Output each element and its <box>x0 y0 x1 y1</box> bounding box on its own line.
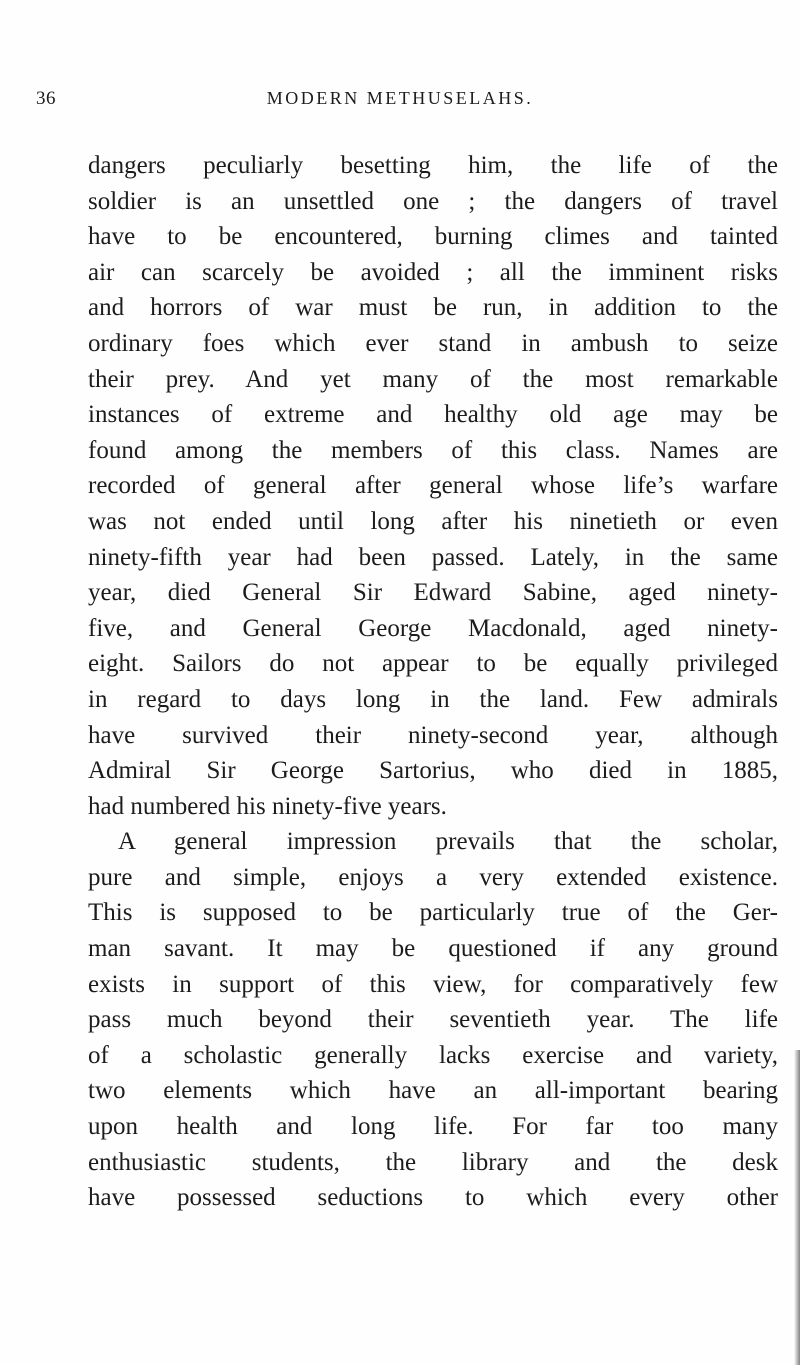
body-text <box>88 148 778 1216</box>
text-line: had numbered his ninety-five years. <box>88 792 447 820</box>
text-line: have survived their ninety-second year, although <box>88 721 778 749</box>
text-line: pure and simple, enjoys a very extended existence. <box>88 863 778 891</box>
text-line: upon health and long life. For far too many <box>88 1113 778 1141</box>
text-line: enthusiastic students, the library and the desk <box>88 1148 778 1176</box>
paragraph-1 <box>88 148 778 824</box>
text-line: have possessed seductions to which every other <box>88 1184 778 1212</box>
text-line: in regard to days long in the land. Few admirals <box>88 685 778 713</box>
text-line: found among the members of this class. Names are <box>88 436 778 464</box>
text-line: of a scholastic generally lacks exercise and variety, <box>88 1041 778 1069</box>
scan-edge-shadow <box>794 1050 800 1365</box>
text-line: air can scarcely be avoided ; all the imminent risks <box>88 258 778 286</box>
text-line: soldier is an unsettled one ; the dangers of travel <box>88 187 778 215</box>
text-line: their prey. And yet many of the most remarkable <box>88 365 778 393</box>
text-line: A general impression prevails that the scholar, <box>118 828 778 856</box>
text-line: have to be encountered, burning climes and tainted <box>88 223 778 251</box>
text-line: ordinary foes which ever stand in ambush to seize <box>88 329 778 357</box>
page-number: 36 <box>36 88 56 109</box>
running-title: MODERN METHUSELAHS. <box>266 88 534 108</box>
text-line: dangers peculiarly besetting him, the life of the <box>88 152 778 179</box>
text-line: pass much beyond their seventieth year. The life <box>88 1006 778 1034</box>
text-line: year, died General Sir Edward Sabine, aged ninety- <box>88 579 778 607</box>
text-line: instances of extreme and healthy old age may be <box>88 401 778 429</box>
text-line: This is supposed to be particularly true of the Ger- <box>88 899 778 927</box>
text-line: was not ended until long after his ninetieth or even <box>88 507 778 535</box>
text-line: two elements which have an all-important bearing <box>88 1077 778 1105</box>
text-line: exists in support of this view, for comparatively few <box>88 970 778 998</box>
text-line: recorded of general after general whose life’s warfare <box>88 472 778 500</box>
text-line: eight. Sailors do not appear to be equally privileged <box>88 650 778 678</box>
text-line: man savant. It may be questioned if any ground <box>88 935 778 963</box>
text-line: and horrors of war must be run, in addition to the <box>88 294 778 322</box>
text-line: ninety-fifth year had been passed. Lately, in the same <box>88 543 778 571</box>
running-head <box>0 88 800 114</box>
paragraph-2 <box>88 824 778 1216</box>
text-line: five, and General George Macdonald, aged ninety- <box>88 614 778 642</box>
text-line: Admiral Sir George Sartorius, who died in 1885, <box>88 757 778 785</box>
